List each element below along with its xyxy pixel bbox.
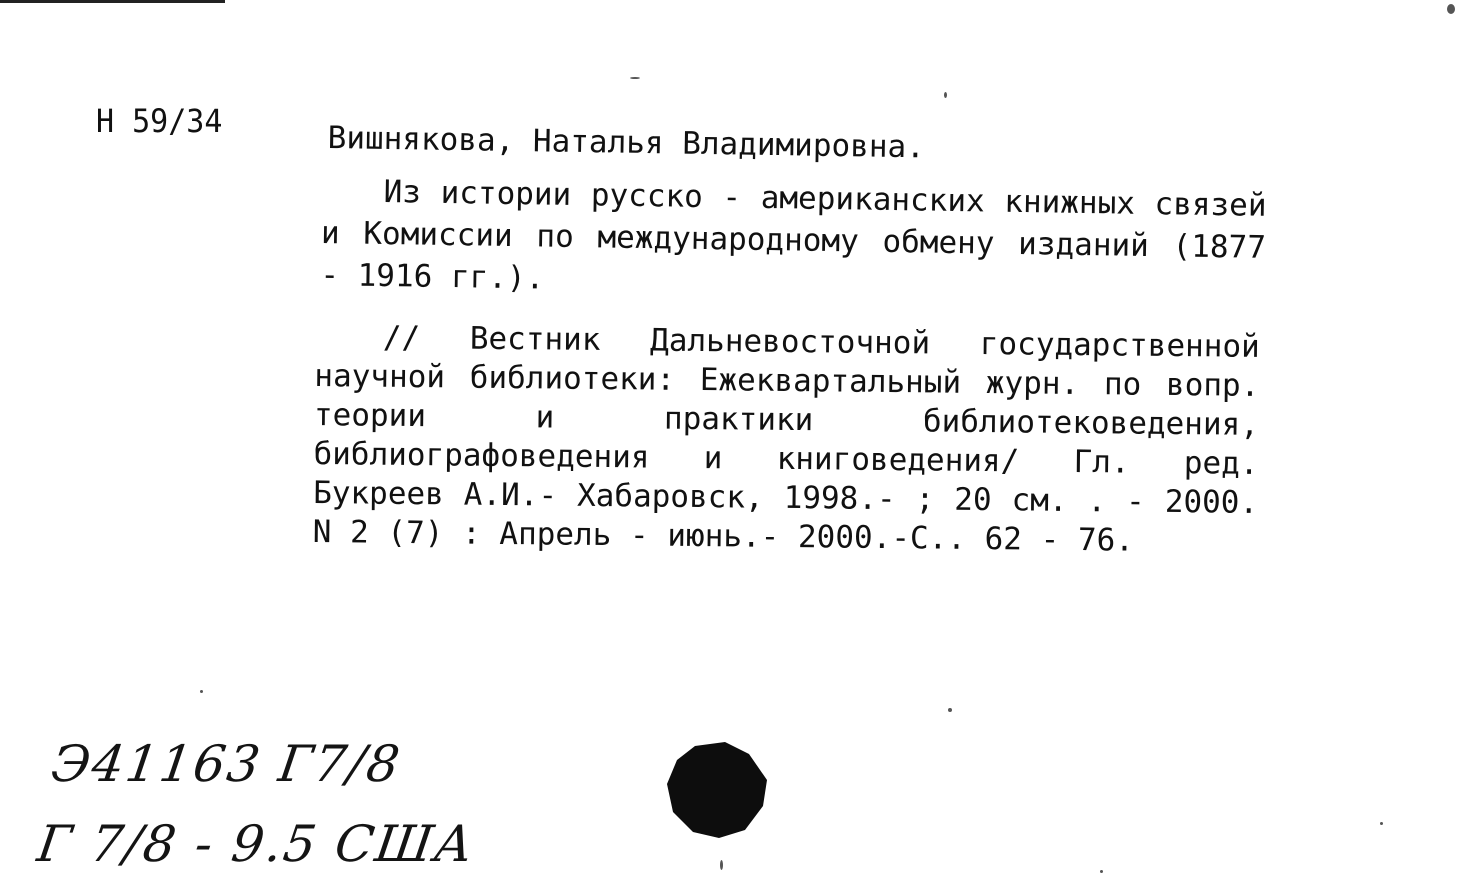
call-number: Н 59/34 bbox=[96, 102, 223, 141]
scan-speck bbox=[1380, 822, 1383, 825]
scan-speck bbox=[630, 77, 640, 79]
author-name: Вишнякова, Наталья Владимировна. bbox=[327, 119, 926, 166]
scan-speck bbox=[200, 690, 203, 693]
scan-speck bbox=[720, 860, 723, 870]
handwritten-shelfmark-line2: Г 7/8 - 9.5 США bbox=[33, 815, 479, 873]
handwritten-shelfmark-line1: Э41163 Г7/8 bbox=[47, 735, 405, 793]
top-edge-rule bbox=[0, 0, 225, 3]
scan-speck bbox=[1447, 4, 1455, 14]
scan-speck bbox=[948, 708, 952, 712]
source-description: // Вестник Дальневосточной государственной научной библиотеки: Ежеквартальный журн. по вопр. теории и практики библиотековедения, библиографоведения и книговедения/ Гл. ред. Букреев А.И.- Хабаровск, 1998.- ; 20 см. . - 2000. N 2 (7) : Апрель - июнь.- 2000.-С.. 62 - 76. bbox=[312, 319, 1260, 559]
punch-hole bbox=[665, 740, 771, 840]
scan-speck bbox=[944, 92, 947, 98]
scan-speck bbox=[1100, 870, 1103, 873]
work-title: Из истории русско - американских книжных связей и Комиссии по международному обмену изданий (1877 - 1916 гг.). bbox=[320, 173, 1267, 297]
